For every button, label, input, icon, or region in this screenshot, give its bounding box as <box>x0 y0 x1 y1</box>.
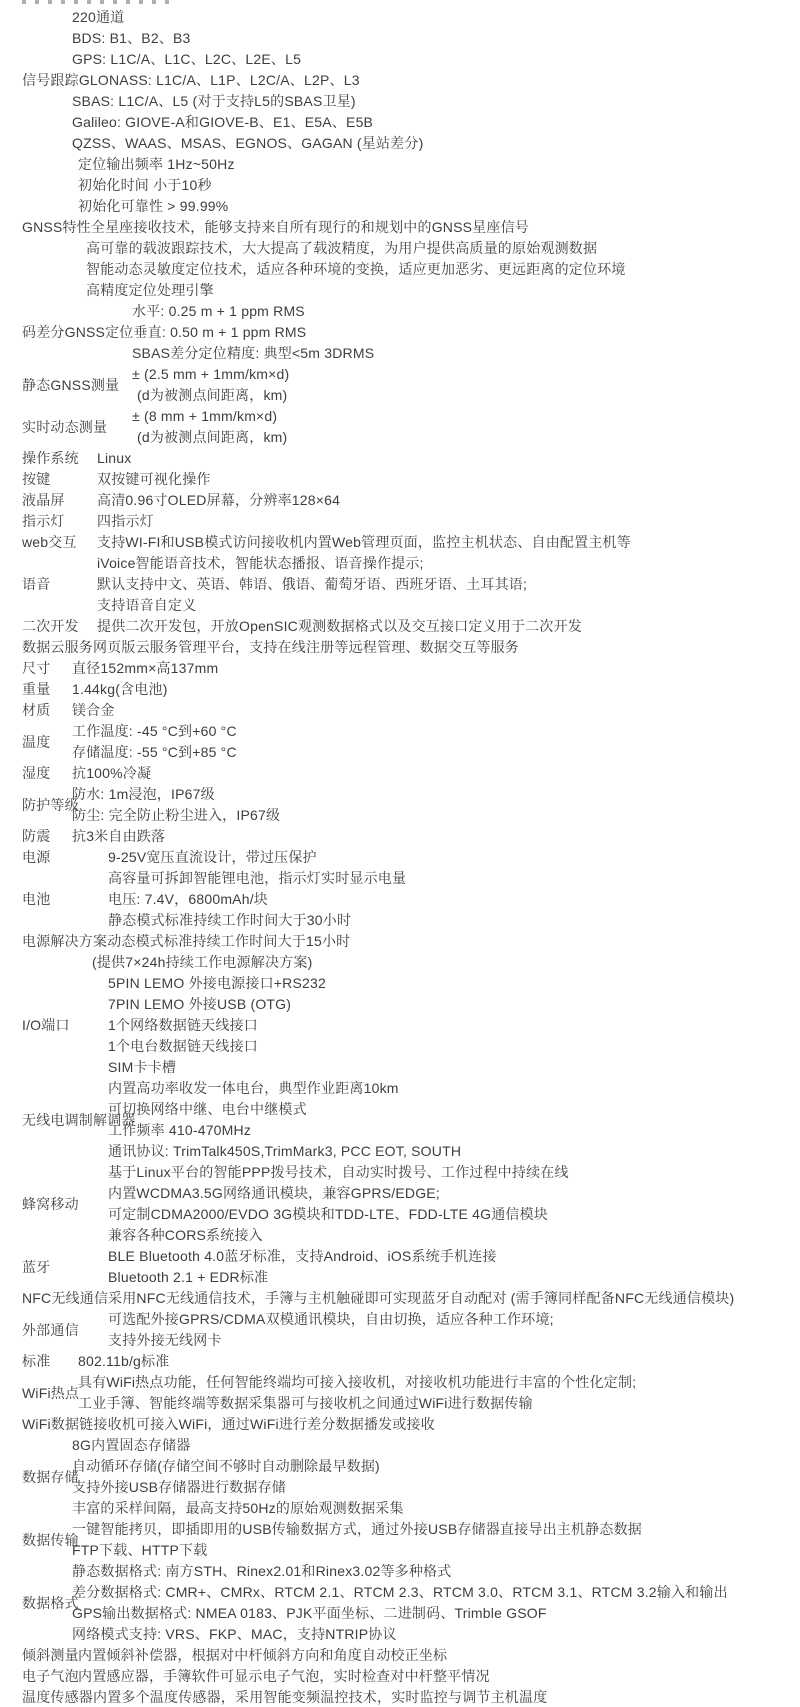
spec-line <box>72 1583 728 1602</box>
spec-line <box>72 827 165 846</box>
spec-value-text: 一键智能拷贝，即插即用的USB传输数据方式，通过外接USB存储器直接导出主机静态数据 <box>72 1521 642 1537</box>
spec-value-text: 网页版云服务管理平台，支持在线注册等远程管理、数据交互等服务 <box>93 639 519 655</box>
spec-value-text: GPS输出数据格式: NMEA 0183、PJK平面坐标、二进制码、Trimble GSOF <box>72 1605 547 1621</box>
spec-line <box>97 575 527 594</box>
spec-value-text: 高清0.96寸OLED屏幕，分辨率128×64 <box>97 492 341 508</box>
spec-value-text: 内置倾斜补偿器，根据对中杆倾斜方向和角度自动校正坐标 <box>78 1647 448 1663</box>
spec-line <box>97 617 582 636</box>
spec-value-text: 5PIN LEMO 外接电源接口+RS232 <box>108 975 326 991</box>
spec-value-text: 静态模式标准持续工作时间大于30小时 <box>108 912 352 928</box>
spec-value-text: 兼容各种CORS系统接入 <box>108 1227 263 1243</box>
spec-value-text: 支持语音自定义 <box>97 597 197 613</box>
spec-value-text: Linux <box>97 450 132 466</box>
spec-value-text: 具有WiFi热点功能，任何智能终端均可接入接收机，对接收机功能进行丰富的个性化定制; <box>78 1374 637 1390</box>
spec-row-label: NFC无线通信 <box>22 1290 109 1306</box>
spec-row-label: 静态GNSS测量 <box>22 376 120 393</box>
spec-value-text: 1.44kg(含电池) <box>72 681 168 697</box>
spec-line <box>108 1331 222 1350</box>
spec-line <box>72 134 423 153</box>
spec-value-text: 通讯协议: TrimTalk450S,TrimMark3, PCC EOT, SOUTH <box>108 1143 462 1159</box>
spec-row-label: 实时动态测量 <box>22 418 108 435</box>
spec-line <box>72 659 218 678</box>
spec-line <box>108 1037 258 1056</box>
spec-row-label: GNSS特性 <box>22 219 91 235</box>
spec-line <box>97 449 131 468</box>
spec-line <box>72 1520 642 1539</box>
spec-row-label: 电源解决方案 <box>22 933 108 949</box>
spec-line <box>97 533 631 552</box>
spec-value-text: 定位输出频率 1Hz~50Hz <box>78 156 235 172</box>
spec-value-text: 抗100%冷凝 <box>72 765 152 781</box>
spec-row-label: 二次开发 <box>22 618 79 634</box>
spec-line <box>72 701 115 720</box>
spec-line <box>72 1625 397 1644</box>
spec-line <box>72 680 168 699</box>
spec-value-text: 8G内置固态存储器 <box>72 1437 191 1453</box>
spec-value-text: 采用NFC无线通信技术，手簿与主机触碰即可实现蓝牙自动配对 (需手簿同样配备NFC无线通信模块) <box>108 1290 735 1306</box>
spec-value-text: 存储温度: -55 °C到+85 °C <box>72 744 237 760</box>
spec-value-text: 可切换网络中继、电台中继模式 <box>108 1101 307 1117</box>
spec-value-text: 1个电台数据链天线接口 <box>108 1038 258 1054</box>
spec-value-text: 内置感应器，手簿软件可显示电子气泡，实时检查对中杆整平情况 <box>78 1668 490 1684</box>
spec-row-label: WiFi热点 <box>22 1384 80 1401</box>
spec-value-text: 初始化时间 小于10秒 <box>78 177 212 193</box>
spec-line <box>86 260 626 279</box>
spec-line <box>72 50 301 69</box>
spec-line <box>72 1604 547 1623</box>
spec-value-text: 双按键可视化操作 <box>97 471 211 487</box>
clipped-text-fragment <box>22 0 172 4</box>
spec-value-text: 动态模式标准持续工作时间大于15小时 <box>107 933 351 949</box>
spec-value-text: 可选配外接GPRS/CDMA双模通讯模块，自由切换，适应各种工作环境; <box>108 1311 554 1327</box>
spec-row-label: 无线电调制解调器 <box>22 1111 136 1128</box>
spec-value-text: 镁合金 <box>72 702 115 718</box>
spec-line <box>97 491 340 510</box>
spec-line <box>108 869 406 888</box>
spec-value-text: BLE Bluetooth 4.0蓝牙标准，支持Android、iOS系统手机连接 <box>108 1248 497 1264</box>
spec-row-label: 数据存储 <box>22 1468 79 1485</box>
spec-line <box>22 638 519 657</box>
spec-value-text: 工业手簿、智能终端等数据采集器可与接收机之间通过WiFi进行数据传输 <box>78 1395 533 1411</box>
spec-row-label: 码差分GNSS定位 <box>22 324 134 340</box>
spec-row-label: 标准 <box>22 1353 51 1369</box>
spec-value-text: Bluetooth 2.1 + EDR标准 <box>108 1269 269 1285</box>
spec-value-text: 防水: 1m浸泡，IP67级 <box>72 786 215 802</box>
spec-value-text: 电压: 7.4V，6800mAh/块 <box>108 891 268 907</box>
spec-row-label: 数据云服务 <box>22 639 93 655</box>
spec-line <box>72 1562 451 1581</box>
spec-value-text: SBAS: L1C/A、L5 (对于支持L5的SBAS卫星) <box>72 93 356 109</box>
spec-value-text: 静态数据格式: 南方STH、Rinex2.01和Rinex3.02等多种格式 <box>72 1563 452 1579</box>
spec-line <box>78 1394 533 1413</box>
spec-value-text: 抗3米自由跌落 <box>72 828 166 844</box>
spec-line <box>78 1373 636 1392</box>
spec-line <box>108 1247 497 1266</box>
spec-line <box>86 281 214 300</box>
spec-value-text: 高容量可拆卸智能锂电池，指示灯实时显示电量 <box>108 870 407 886</box>
spec-line <box>22 932 350 951</box>
spec-line <box>22 71 360 90</box>
spec-value-text: GPS: L1C/A、L1C、L2C、L2E、L5 <box>72 51 302 67</box>
spec-line <box>108 1289 734 1308</box>
spec-line <box>72 92 356 111</box>
spec-value-text: SIM卡卡槽 <box>108 1059 177 1075</box>
spec-value-text: 丰富的采样间隔，最高支持50Hz的原始观测数据采集 <box>72 1500 404 1516</box>
spec-line <box>97 596 196 615</box>
spec-value-text: 防尘: 完全防止粉尘进入，IP67级 <box>72 807 281 823</box>
spec-value-text: GLONASS: L1C/A、L1P、L2C/A、L2P、L3 <box>78 72 360 88</box>
spec-value-text: SBAS差分定位精度: 典型<5m 3DRMS <box>132 345 375 361</box>
spec-value-text: QZSS、WAAS、MSAS、EGNOS、GAGAN (星站差分) <box>72 135 424 151</box>
spec-row-label: WiFi数据链 <box>22 1416 94 1432</box>
spec-row-label: 温度传感器 <box>22 1689 93 1705</box>
spec-line <box>108 911 351 930</box>
spec-value-text: 1个网络数据链天线接口 <box>108 1017 258 1033</box>
spec-line <box>22 1415 435 1434</box>
spec-line <box>72 1541 207 1560</box>
spec-value-text: 差分数据格式: CMR+、CMRx、RTCM 2.1、RTCM 2.3、RTCM 3.0、RTCM 3.1、RTCM 3.2输入和输出 <box>72 1584 728 1600</box>
spec-row-label: 倾斜测量 <box>22 1647 79 1663</box>
spec-line <box>78 1646 447 1665</box>
spec-value-text: 可定制CDMA2000/EVDO 3G模块和TDD-LTE、FDD-LTE 4G通信模块 <box>108 1206 549 1222</box>
spec-row-label: I/O端口 <box>22 1017 70 1033</box>
spec-value-text: BDS: B1、B2、B3 <box>72 30 191 46</box>
spec-value-text: 220通道 <box>72 9 125 25</box>
spec-value-text: 提供二次开发包，开放OpenSIC观测数据格式以及交互接口定义用于二次开发 <box>97 618 582 634</box>
spec-row-label: 尺寸 <box>22 660 51 676</box>
spec-row-label: web交互 <box>22 534 77 550</box>
spec-line <box>108 1310 554 1329</box>
spec-value-text: 全星座接收技术，能够支持来自所有现行的和规划中的GNSS星座信号 <box>90 219 529 235</box>
spec-line <box>78 1667 490 1686</box>
spec-line <box>22 1688 547 1707</box>
spec-line <box>72 743 237 762</box>
spec-line <box>108 974 326 993</box>
spec-line <box>72 1436 190 1455</box>
spec-line <box>132 302 305 321</box>
spec-value-text: iVoice智能语音技术，智能状态播报、语音操作提示; <box>97 555 424 571</box>
spec-row-label: 防震 <box>22 828 51 844</box>
spec-line <box>108 1268 268 1287</box>
spec-row-label: 指示灯 <box>22 513 65 529</box>
spec-line <box>92 953 312 972</box>
spec-line <box>108 1205 548 1224</box>
spec-line <box>132 344 374 363</box>
spec-line <box>86 239 597 258</box>
spec-value-text: 9-25V宽压直流设计，带过压保护 <box>108 849 317 865</box>
spec-line <box>22 323 306 342</box>
spec-row-label: 电源 <box>22 849 51 865</box>
spec-line <box>97 470 211 489</box>
spec-value-text: 工作温度: -45 °C到+60 °C <box>72 723 237 739</box>
spec-line <box>108 1100 307 1119</box>
spec-row-label: 外部通信 <box>22 1321 79 1338</box>
spec-row-label: 湿度 <box>22 765 51 781</box>
spec-row-label: 数据传输 <box>22 1531 79 1548</box>
spec-row-label: 重量 <box>22 681 51 697</box>
spec-value-text: (提供7×24h持续工作电源解决方案) <box>92 954 313 970</box>
spec-row-label: 按键 <box>22 471 51 487</box>
spec-line <box>108 1058 176 1077</box>
spec-value-text: Galileo: GIOVE-A和GIOVE-B、E1、E5A、E5B <box>72 114 374 130</box>
spec-line <box>108 848 317 867</box>
spec-line <box>78 197 228 216</box>
spec-line <box>78 155 235 174</box>
spec-row-label: 电子气泡 <box>22 1668 79 1684</box>
spec-line <box>72 8 124 27</box>
spec-line <box>72 722 237 741</box>
spec-value-text: 接收机可接入WiFi，通过WiFi进行差分数据播发或接收 <box>93 1416 435 1432</box>
spec-value-text: 内置多个温度传感器，采用智能变频温控技术，实时监控与调节主机温度 <box>93 1689 548 1705</box>
spec-line <box>108 1142 461 1161</box>
spec-line <box>72 764 151 783</box>
spec-value-text: 直径152mm×高137mm <box>72 660 219 676</box>
spec-line <box>108 1184 440 1203</box>
spec-line <box>108 995 291 1014</box>
spec-value-text: 网络模式支持: VRS、FKP、MAC，支持NTRIP协议 <box>72 1626 397 1642</box>
spec-row-label: 语音 <box>22 576 51 592</box>
spec-value-text: 初始化可靠性 > 99.99% <box>78 198 229 214</box>
spec-row-label: 信号跟踪 <box>22 72 79 88</box>
spec-line <box>78 1352 169 1371</box>
spec-line <box>108 1226 263 1245</box>
spec-row-label: 蓝牙 <box>22 1258 51 1275</box>
spec-value-text: 802.11b/g标准 <box>78 1353 170 1369</box>
spec-line <box>72 1457 380 1476</box>
spec-line <box>137 428 287 447</box>
spec-line <box>72 29 191 48</box>
spec-value-text: (d为被测点间距离，km) <box>137 387 288 403</box>
spec-value-text: 基于Linux平台的智能PPP拨号技术，自动实时拨号、工作过程中持续在线 <box>108 1164 569 1180</box>
spec-value-text: 智能动态灵敏度定位技术，适应各种环境的变换，适应更加恶劣、更远距离的定位环境 <box>86 261 626 277</box>
spec-value-text: 四指示灯 <box>97 513 154 529</box>
spec-row-label: 防护等级 <box>22 796 79 813</box>
spec-line <box>108 1016 258 1035</box>
spec-line <box>97 554 424 573</box>
spec-line <box>72 806 280 825</box>
spec-value-text: 工作频率 410-470MHz <box>108 1122 252 1138</box>
spec-line <box>22 218 529 237</box>
spec-line <box>108 890 268 909</box>
spec-value-text: 支持WI-FI和USB模式访问接收机内置Web管理页面，监控主机状态、自由配置主机等 <box>97 534 631 550</box>
spec-row-label: 材质 <box>22 702 51 718</box>
spec-row-label: 蜂窝移动 <box>22 1195 79 1212</box>
spec-line <box>72 1499 404 1518</box>
spec-row-label: 操作系统 <box>22 450 79 466</box>
spec-row-label: 温度 <box>22 733 51 750</box>
spec-value-text: 水平: 0.25 m + 1 ppm RMS <box>132 303 305 319</box>
spec-row-label: 液晶屏 <box>22 492 65 508</box>
spec-line <box>97 512 154 531</box>
spec-value-text: 垂直: 0.50 m + 1 ppm RMS <box>133 324 307 340</box>
spec-value-text: 7PIN LEMO 外接USB (OTG) <box>108 996 292 1012</box>
spec-row-label: 电池 <box>22 891 51 907</box>
spec-value-text: 支持外接无线网卡 <box>108 1332 222 1348</box>
spec-line <box>132 365 289 384</box>
spec-value-text: 内置高功率收发一体电台，典型作业距离10km <box>108 1080 399 1096</box>
spec-line <box>108 1079 399 1098</box>
spec-line <box>132 407 277 426</box>
spec-value-text: 高可靠的载波跟踪技术，大大提高了载波精度，为用户提供高质量的原始观测数据 <box>86 240 598 256</box>
spec-value-text: ± (2.5 mm + 1mm/km×d) <box>132 366 290 382</box>
spec-value-text: ± (8 mm + 1mm/km×d) <box>132 408 278 424</box>
spec-line <box>72 1478 286 1497</box>
spec-line <box>108 1163 569 1182</box>
spec-value-text: FTP下载、HTTP下载 <box>72 1542 208 1558</box>
spec-value-text: (d为被测点间距离，km) <box>137 429 288 445</box>
spec-value-text: 自动循环存储(存储空间不够时自动删除最早数据) <box>72 1458 380 1474</box>
spec-line <box>72 113 373 132</box>
spec-row-label: 数据格式 <box>22 1594 79 1611</box>
spec-value-text: 内置WCDMA3.5G网络通讯模块，兼容GPRS/EDGE; <box>108 1185 440 1201</box>
spec-value-text: 默认支持中文、英语、韩语、俄语、葡萄牙语、西班牙语、土耳其语; <box>97 576 528 592</box>
spec-line <box>72 785 215 804</box>
spec-line <box>78 176 212 195</box>
spec-value-text: 高精度定位处理引擎 <box>86 282 214 298</box>
spec-line <box>137 386 287 405</box>
spec-value-text: 支持外接USB存储器进行数据存储 <box>72 1479 286 1495</box>
